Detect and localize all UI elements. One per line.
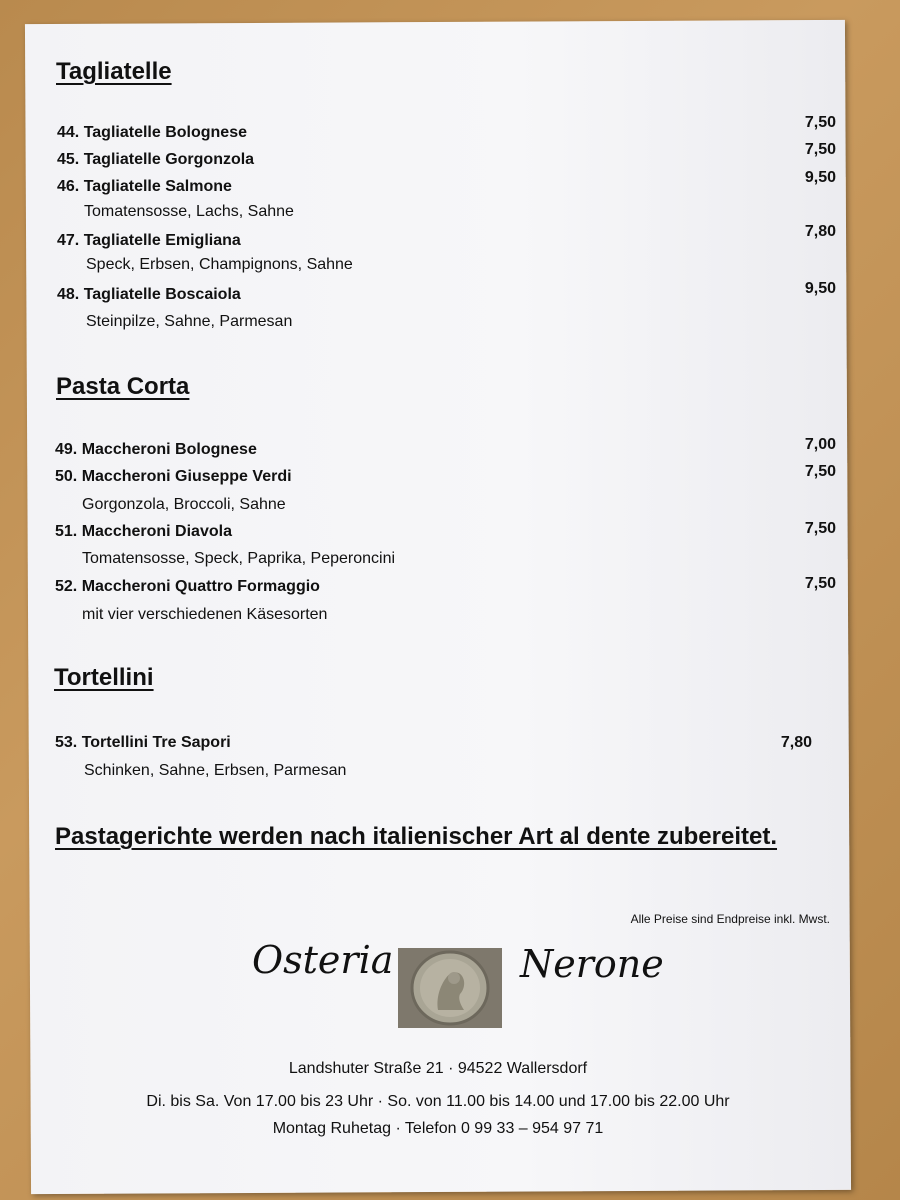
footer-closed-phone: Montag Ruhetag · Telefon 0 99 33 – 954 97 71 [272, 1120, 604, 1137]
brand-name-left: Osteria [252, 938, 394, 982]
price-disclaimer: Alle Preise sind Endpreise inkl. Mwst. [630, 912, 830, 926]
price-45: 7,50 [804, 141, 836, 158]
roman-coin-logo [398, 948, 502, 1028]
price-47: 7,80 [804, 223, 836, 240]
menu-item-53-desc: Schinken, Sahne, Erbsen, Parmesan [84, 762, 347, 779]
menu-item-46-desc: Tomatensosse, Lachs, Sahne [84, 203, 294, 220]
menu-item-49: 49. Maccheroni Bolognese [55, 441, 257, 458]
menu-item-48-desc: Steinpilze, Sahne, Parmesan [86, 313, 293, 330]
section-title-pasta-corta: Pasta Corta [56, 373, 190, 400]
price-46: 9,50 [804, 169, 836, 186]
price-51: 7,50 [804, 520, 836, 537]
footer-address: Landshuter Straße 21 · 94522 Wallersdorf [288, 1060, 588, 1077]
menu-item-50-desc: Gorgonzola, Broccoli, Sahne [82, 496, 286, 513]
menu-item-48: 48. Tagliatelle Boscaiola [57, 286, 241, 303]
menu-item-46: 46. Tagliatelle Salmone [57, 178, 232, 195]
menu-item-52: 52. Maccheroni Quattro Formaggio [55, 578, 320, 595]
menu-item-50: 50. Maccheroni Giuseppe Verdi [55, 468, 292, 485]
brand-name-right: Nerone [520, 942, 664, 986]
section-title-tagliatelle: Tagliatelle [56, 58, 172, 85]
price-49: 7,00 [804, 436, 836, 453]
price-53: 7,80 [780, 734, 812, 751]
menu-item-47: 47. Tagliatelle Emigliana [57, 232, 241, 249]
menu-item-47-desc: Speck, Erbsen, Champignons, Sahne [86, 256, 353, 273]
price-52: 7,50 [804, 575, 836, 592]
price-50: 7,50 [804, 463, 836, 480]
menu-item-52-desc: mit vier verschiedenen Käsesorten [82, 606, 328, 623]
menu-item-44: 44. Tagliatelle Bolognese [57, 124, 247, 141]
menu-item-53: 53. Tortellini Tre Sapori [55, 734, 231, 751]
section-title-tortellini: Tortellini [54, 664, 154, 691]
price-48: 9,50 [804, 280, 836, 297]
menu-item-51: 51. Maccheroni Diavola [55, 523, 232, 540]
price-44: 7,50 [804, 114, 836, 131]
footer-hours: Di. bis Sa. Von 17.00 bis 23 Uhr · So. von 11.00 bis 14.00 und 17.00 bis 22.00 Uhr [146, 1093, 730, 1110]
menu-item-45: 45. Tagliatelle Gorgonzola [57, 151, 255, 168]
al-dente-note: Pastagerichte werden nach italienischer Art al dente zubereitet. [55, 823, 778, 850]
menu-item-51-desc: Tomatensosse, Speck, Paprika, Peperoncini [82, 550, 396, 567]
